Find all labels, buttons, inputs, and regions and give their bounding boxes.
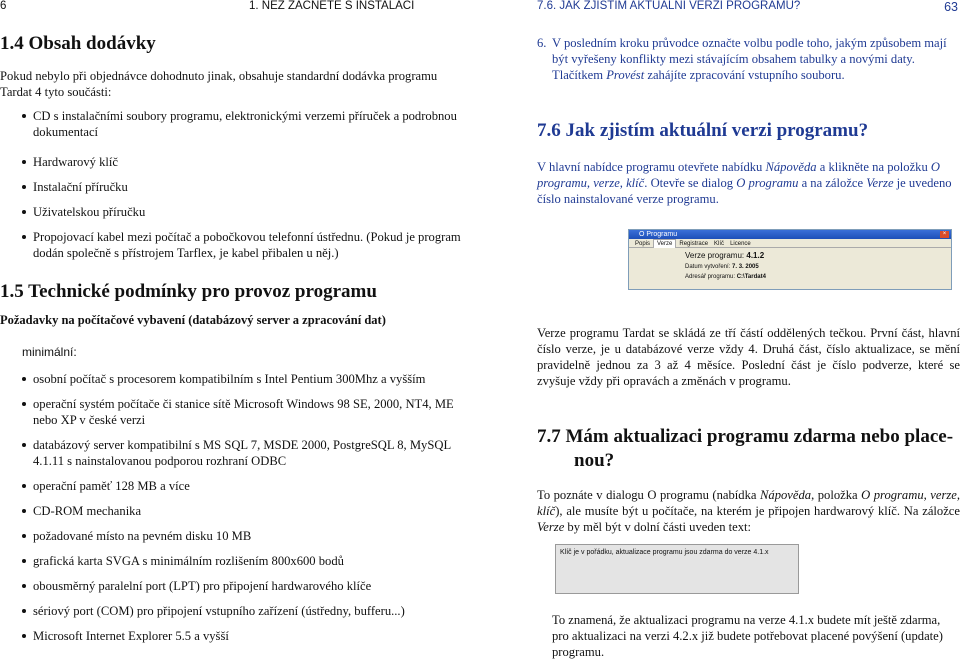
section-heading: 7.6 Jak zjistím aktuální verzi programu? xyxy=(537,120,869,141)
emphasis: O programu xyxy=(736,176,799,190)
list-item: databázový server kompatibilní s MS SQL 7, MSDE 2000, PostgreSQL 8, MySQL 4.1.11 s nainstalovanou podporou rozhraní ODBC xyxy=(22,437,462,469)
list-item: sériový port (COM) pro připojení vstupního zařízení (ústředny, bufferu...) xyxy=(22,603,462,619)
tab-verze: Verze xyxy=(653,239,676,248)
text: a klikněte na položku xyxy=(816,160,931,174)
left-page xyxy=(0,0,480,645)
version-value: 4.1.2 xyxy=(746,251,765,260)
text: . Otevře se dialog xyxy=(644,176,737,190)
version-row xyxy=(685,251,764,260)
emphasis: O programu, verze, klíč xyxy=(537,488,960,518)
date-row xyxy=(685,264,759,270)
list-item: Propojovací kabel mezi počítač a pobočkovou telefonní ústřednu. (Pokud je program dodán společně s přístrojem Tarflex, je kabel přibalen u něj.) xyxy=(22,229,462,261)
text: a na záložce xyxy=(798,176,867,190)
subsection-heading: Požadavky na počítačové vybavení (databázový server a zpracování dat) xyxy=(0,313,386,327)
section-heading-cont: nou? xyxy=(574,450,615,471)
list-item: obousměrný paralelní port (LPT) pro připojení hardwarového klíče xyxy=(22,578,462,594)
emphasis: Nápověda xyxy=(765,160,817,174)
section-heading: 1.5 Technické podmínky pro provoz programu xyxy=(0,281,377,302)
paragraph: To znamená, že aktualizaci programu na verze 4.1.x budete mít ještě zdarma, pro aktualizaci na verzi 4.2.x již budete potřebovat placené povýšení (update) programu. xyxy=(552,613,943,659)
text: V posledním kroku průvodce označte volbu podle toho, jakým způsobem mají být vyřešeny konflikty mezi stávajícím obsahem tabulky a novými daty. Tlačítkem xyxy=(552,36,947,82)
section-heading: 7.7 Mám aktualizaci programu zdarma nebo place- xyxy=(537,426,954,447)
list-item: operační paměť 128 MB a více xyxy=(22,478,462,494)
list-item: Uživatelskou příručku xyxy=(22,204,462,220)
page-number: 63 xyxy=(944,0,958,14)
text: ), ale musíte být u počítače, na kterém je připojen hardwarový klíč. Na záložce xyxy=(555,504,960,518)
text: To poznáte v dialogu O programu (nabídka xyxy=(537,488,760,502)
close-icon: × xyxy=(940,231,949,238)
right-page xyxy=(537,0,960,659)
path-value: C:\Tardat4 xyxy=(736,274,766,280)
list-item: Hardwarový klíč xyxy=(22,154,462,170)
label: Verze programu: xyxy=(685,251,745,260)
running-head: 1. NEŽ ZAČNETE S INSTALACÍ xyxy=(249,0,415,12)
step-number: 6. xyxy=(537,36,547,50)
text: by měl být v dolní části uveden text: xyxy=(564,520,752,534)
text: , položka xyxy=(811,488,862,502)
tab-klic: Klíč xyxy=(714,241,725,247)
list-item: Instalační příručku xyxy=(22,179,462,195)
label: Adresář programu: xyxy=(685,274,736,280)
tab-licence: Licence xyxy=(730,241,751,247)
dialog-body xyxy=(629,248,951,288)
path-row xyxy=(685,274,766,280)
contents-list xyxy=(22,108,462,261)
list-item: Microsoft Internet Explorer 5.5 a vyšší xyxy=(22,628,462,644)
list-item: operační systém počítače či stanice sítě Microsoft Windows 98 SE, 2000, NT4, ME nebo XP v české verzi xyxy=(22,396,462,428)
text: je uvedeno číslo nainstalované verze programu. xyxy=(537,176,952,206)
list-item: CD-ROM mechanika xyxy=(22,503,462,519)
paragraph xyxy=(537,487,960,535)
emphasis: O programu, verze, klíč xyxy=(537,160,941,190)
dialog-tabs xyxy=(629,239,951,248)
list-item: osobní počítač s procesorem kompatibilním s Intel Pentium 300Mhz a vyšším xyxy=(22,371,462,387)
minimal-label: minimální: xyxy=(22,345,77,359)
emphasis: Provést xyxy=(606,68,645,82)
key-status-box: Klíč je v pořádku, aktualizace programu jsou zdarma do verze 4.1.x xyxy=(555,544,799,594)
page-number: 6 xyxy=(0,0,7,12)
paragraph xyxy=(537,159,960,207)
section-heading: 1.4 Obsah dodávky xyxy=(0,33,156,54)
dialog-title: O Programu xyxy=(639,231,678,238)
step-paragraph xyxy=(552,35,960,83)
about-dialog-screenshot xyxy=(628,229,952,290)
requirements-list xyxy=(22,371,462,644)
emphasis: Verze xyxy=(866,176,894,190)
list-item: grafická karta SVGA s minimálním rozlišením 800x600 bodů xyxy=(22,553,462,569)
list-item: požadované místo na pevném disku 10 MB xyxy=(22,528,462,544)
text: V hlavní nabídce programu otevřete nabídku xyxy=(537,160,766,174)
text: zahájíte zpracování vstupního souboru. xyxy=(644,68,845,82)
emphasis: Nápověda xyxy=(760,488,812,502)
tab-registrace: Registrace xyxy=(679,241,709,247)
date-value: 7. 3. 2005 xyxy=(732,264,759,270)
paragraph: Verze programu Tardat se skládá ze tří částí oddělených tečkou. První část, hlavní číslo verze, je u databázové verze vždy 4. Druhá část, číslo aktualizace, se mění pravidelně jednou za 3 až 4 měsíce. Poslední část je číslo podverze, které se zvyšuje vždy při opravách a změnách v programu. xyxy=(537,326,960,388)
list-item: CD s instalačními soubory programu, elektronickými verzemi příruček a podrobnou dokumentací xyxy=(22,108,462,140)
tab-popis: Popis xyxy=(635,241,651,247)
emphasis: Verze xyxy=(537,520,565,534)
running-head: 7.6. JAK ZJISTÍM AKTUÁLNÍ VERZI PROGRAMU? xyxy=(537,0,801,12)
dialog-titlebar xyxy=(629,230,951,239)
intro-paragraph: Pokud nebylo při objednávce dohodnuto jinak, obsahuje standardní dodávka programu Tardat 4 tyto součásti: xyxy=(0,69,438,99)
label: Datum vytvoření: xyxy=(685,264,731,270)
